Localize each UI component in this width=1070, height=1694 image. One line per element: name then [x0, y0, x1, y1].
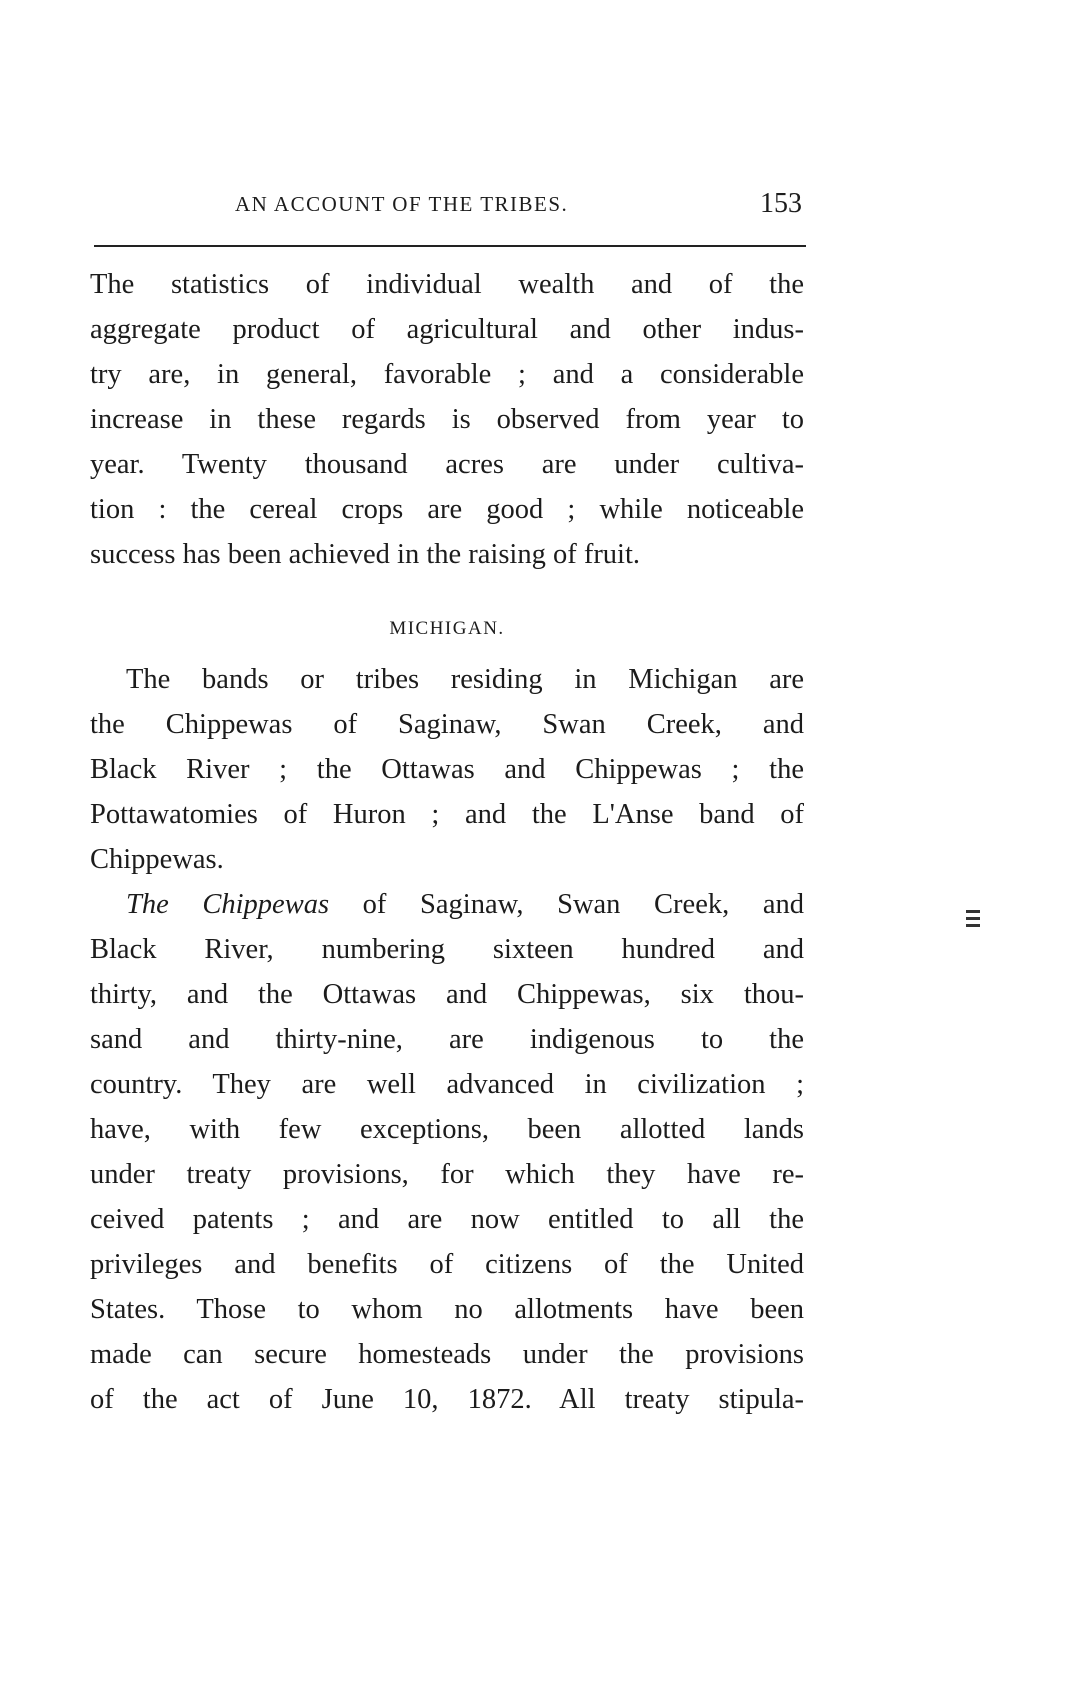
text-line: under treaty provisions, for which they have re-	[90, 1159, 804, 1190]
text-line: aggregate product of agricultural and other indus-	[90, 314, 804, 345]
text-line: Black River ; the Ottawas and Chippewas ; the	[90, 754, 804, 785]
text-line: The bands or tribes residing in Michigan are	[126, 664, 804, 695]
text-line: of the act of June 10, 1872. All treaty stipula-	[90, 1384, 804, 1415]
text-line: success has been achieved in the raising of fruit.	[90, 539, 641, 570]
text-line: The statistics of individual wealth and of the	[90, 269, 804, 300]
page-number: 153	[760, 188, 802, 219]
header-rule	[94, 245, 806, 247]
italic-tribe-name: The Chippewas	[126, 889, 330, 920]
text-line: Pottawatomies of Huron ; and the L'Anse band of	[90, 799, 804, 830]
text-line: try are, in general, favorable ; and a considerable	[90, 359, 804, 390]
text-line: States. Those to whom no allotments have been	[90, 1294, 804, 1325]
text-line: tion : the cereal crops are good ; while noticeable	[90, 494, 804, 525]
margin-mark	[966, 910, 980, 934]
body-text	[90, 262, 804, 1422]
text-line: increase in these regards is observed from year to	[90, 404, 804, 435]
text-line: made can secure homesteads under the provisions	[90, 1339, 804, 1370]
section-heading: MICHIGAN.	[389, 618, 505, 639]
text-line: year. Twenty thousand acres are under cultiva-	[90, 449, 804, 480]
text-line	[90, 882, 804, 927]
text-line: thirty, and the Ottawas and Chippewas, six thou-	[90, 979, 804, 1010]
line-text: of Saginaw, Swan Creek, and	[329, 889, 804, 920]
running-title: AN ACCOUNT OF THE TRIBES.	[235, 192, 569, 216]
paragraph-bands	[90, 657, 804, 882]
text-line: Chippewas.	[90, 844, 224, 875]
running-head	[90, 188, 806, 228]
text-line: ceived patents ; and are now entitled to all the	[90, 1204, 804, 1235]
paragraph-statistics	[90, 262, 804, 577]
text-line: the Chippewas of Saginaw, Swan Creek, and	[90, 709, 804, 740]
paragraph-chippewas	[90, 882, 804, 1422]
text-line: have, with few exceptions, been allotted lands	[90, 1114, 804, 1145]
text-line: sand and thirty-nine, are indigenous to the	[90, 1024, 804, 1055]
text-line: country. They are well advanced in civilization ;	[90, 1069, 804, 1100]
text-line: privileges and benefits of citizens of the United	[90, 1249, 804, 1280]
text-line: Black River, numbering sixteen hundred and	[90, 934, 804, 965]
